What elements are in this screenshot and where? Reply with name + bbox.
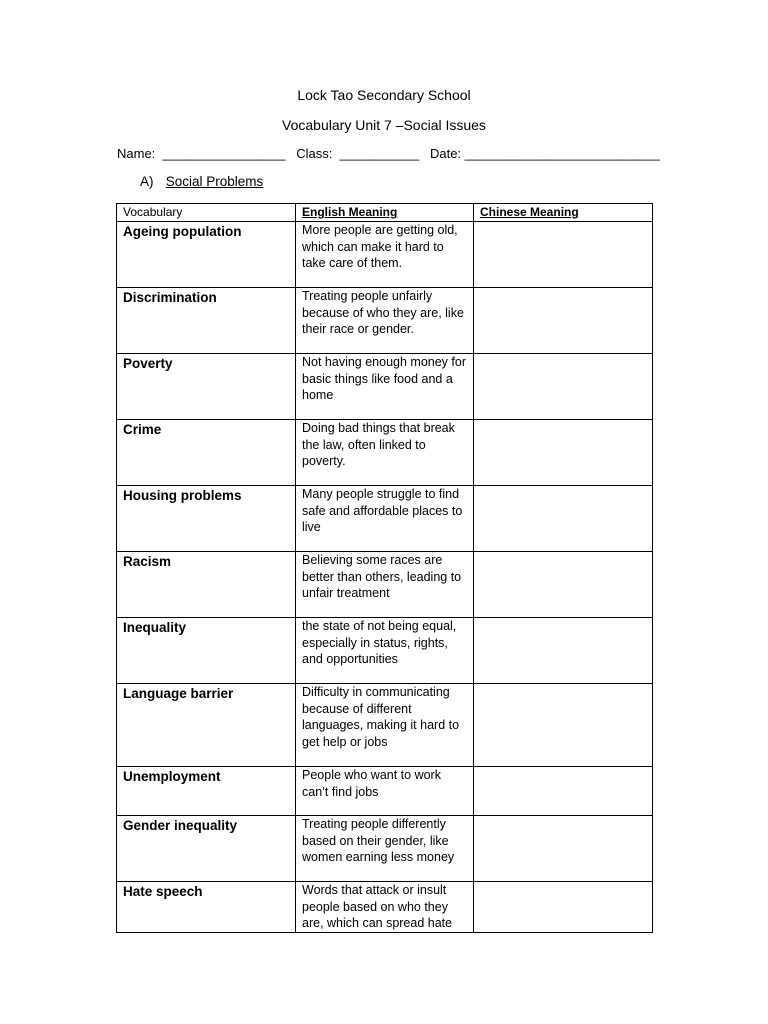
chinese-meaning-blank[interactable] (474, 288, 653, 354)
section-heading: Social Problems (165, 174, 264, 189)
section-letter: A) (140, 174, 154, 189)
table-row (117, 816, 653, 882)
english-meaning: Many people struggle to find safe and affordable places to live (296, 486, 474, 552)
english-meaning: Difficulty in communicating because of different languages, making it hard to get help or jobs (296, 684, 474, 767)
chinese-meaning-blank[interactable] (474, 882, 653, 933)
chinese-meaning-blank[interactable] (474, 222, 653, 288)
table-row (117, 420, 653, 486)
english-meaning: Doing bad things that break the law, often linked to poverty. (296, 420, 474, 486)
table-row (117, 618, 653, 684)
chinese-meaning-blank[interactable] (474, 486, 653, 552)
chinese-meaning-blank[interactable] (474, 420, 653, 486)
chinese-meaning-blank[interactable] (474, 816, 653, 882)
table-row (117, 767, 653, 816)
table-row (117, 882, 653, 933)
chinese-meaning-blank[interactable] (474, 552, 653, 618)
vocab-term: Poverty (117, 354, 296, 420)
chinese-meaning-blank[interactable] (474, 767, 653, 816)
english-meaning: People who want to work can’t find jobs (296, 767, 474, 816)
student-info-line: Name: _________________ Class: ___________ Date: ___________________________ (117, 146, 660, 161)
chinese-meaning-blank[interactable] (474, 684, 653, 767)
vocab-term: Crime (117, 420, 296, 486)
english-meaning: Words that attack or insult people based on who they are, which can spread hate (296, 882, 474, 933)
english-meaning: Treating people unfairly because of who they are, like their race or gender. (296, 288, 474, 354)
table-header-row (117, 204, 653, 222)
vocab-term: Inequality (117, 618, 296, 684)
vocab-term: Housing problems (117, 486, 296, 552)
english-meaning: the state of not being equal, especially in status, rights, and opportunities (296, 618, 474, 684)
table-row (117, 552, 653, 618)
english-meaning: Not having enough money for basic things like food and a home (296, 354, 474, 420)
table-row (117, 486, 653, 552)
school-name: Lock Tao Secondary School (297, 87, 471, 103)
vocab-term: Hate speech (117, 882, 296, 933)
table-row (117, 288, 653, 354)
section-header (140, 174, 263, 189)
table-row (117, 222, 653, 288)
column-header-vocabulary: Vocabulary (117, 204, 296, 222)
vocab-term: Racism (117, 552, 296, 618)
vocab-term: Ageing population (117, 222, 296, 288)
table-row (117, 354, 653, 420)
vocabulary-table (116, 203, 653, 933)
vocab-term: Discrimination (117, 288, 296, 354)
column-header-english-meaning: English Meaning (296, 204, 474, 222)
column-header-chinese-meaning: Chinese Meaning (474, 204, 653, 222)
english-meaning: More people are getting old, which can make it hard to take care of them. (296, 222, 474, 288)
english-meaning: Treating people differently based on their gender, like women earning less money (296, 816, 474, 882)
chinese-meaning-blank[interactable] (474, 618, 653, 684)
vocab-term: Gender inequality (117, 816, 296, 882)
table-row (117, 684, 653, 767)
vocab-term: Unemployment (117, 767, 296, 816)
chinese-meaning-blank[interactable] (474, 354, 653, 420)
worksheet-title: Vocabulary Unit 7 –Social Issues (282, 117, 486, 133)
vocab-term: Language barrier (117, 684, 296, 767)
english-meaning: Believing some races are better than others, leading to unfair treatment (296, 552, 474, 618)
